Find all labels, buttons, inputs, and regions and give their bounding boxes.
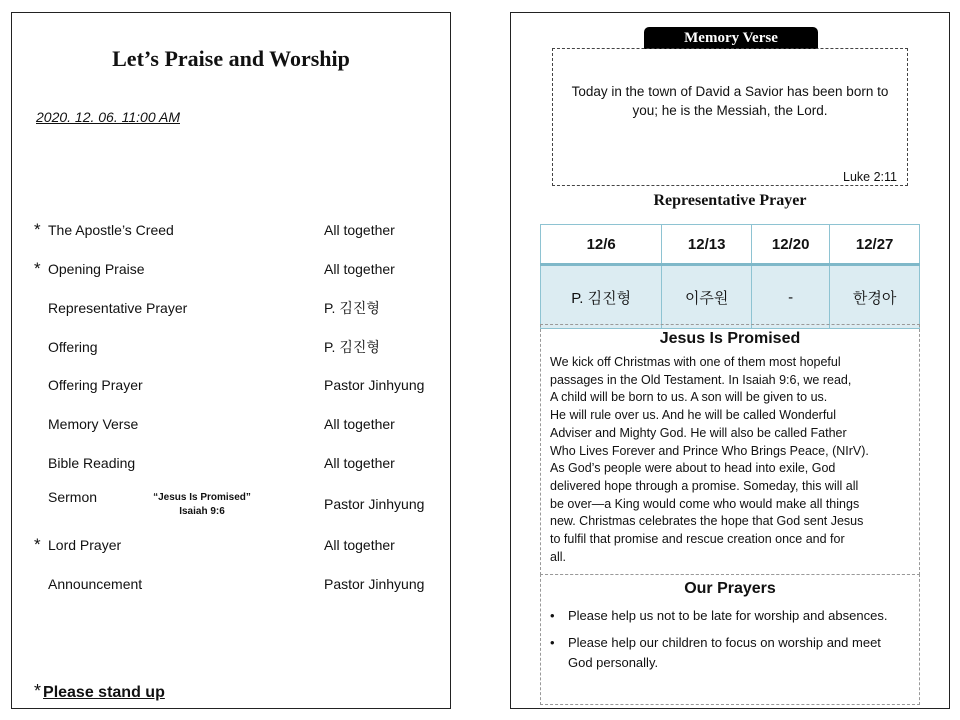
text-line: Adviser and Mighty God. He will also be called Father [550,425,847,440]
order-of-worship-panel [11,12,451,709]
section-title: Our Prayers [684,580,776,597]
list-item [541,633,919,673]
rep-prayer-title: Representative Prayer [653,192,807,209]
sermon-title [132,491,272,519]
order-item: Opening Praise [48,261,145,277]
service-date: 2020. 12. 06. 11:00 AM [36,109,180,125]
order-row [12,374,452,396]
order-item: Offering Prayer [48,377,143,393]
date-cell: 12/13 [662,225,752,265]
order-row [12,258,452,280]
table-row [541,265,920,329]
name-cell: 이주원 [662,265,752,329]
prayer-text: Please help our children to focus on worship and meet God personally. [568,635,881,670]
stand-marker: * [34,681,42,701]
text-line: He will rule over us. And he will be called Wonderful [550,408,837,423]
memory-verse-box [552,48,908,186]
stand-marker: * [34,535,41,554]
order-row [12,534,452,556]
date-cell: 12/6 [541,225,662,265]
our-prayers-section [540,574,920,705]
order-item: Memory Verse [48,416,139,432]
bullet-icon: • [550,608,555,623]
name-cell: 한경아 [830,265,920,329]
order-item: Sermon [48,489,98,505]
list-item [541,606,919,626]
rep-prayer-table [540,224,920,329]
date-cell: 12/27 [830,225,920,265]
memory-verse-text: Today in the town of David a Savior has been born to you; he is the Messiah, the Lord. [571,84,889,118]
info-panel [510,12,950,709]
bullet-icon: • [550,635,555,650]
order-leader: All together [324,261,395,277]
order-item: The Apostle’s Creed [48,222,174,238]
order-row [12,573,452,595]
section-title: Jesus Is Promised [659,330,801,347]
order-leader: Pastor Jinhyung [324,576,425,592]
date-cell: 12/20 [752,225,830,265]
stand-up-text: Please stand up [43,684,165,701]
text-line: be over—a King would come who would make all things [550,496,860,511]
order-row [12,297,452,319]
text-line: A child will be born to us. A son will be given to us. [550,390,828,405]
order-leader: Pastor Jinhyung [324,377,425,393]
order-leader: All together [324,455,395,471]
order-leader: All together [324,416,395,432]
order-item: Representative Prayer [48,300,188,316]
order-item: Announcement [48,576,143,592]
order-item: Bible Reading [48,455,136,471]
stand-marker: * [34,220,41,239]
sermon-scripture-ref: Isaiah 9:6 [179,506,225,517]
text-line: Who Lives Forever and Prince Who Brings Peace, (NIrV). [550,443,869,458]
stand-up-note [34,681,165,702]
text-line: We kick off Christmas with one of them most hopeful [550,355,841,369]
order-leader: P. 김진형 [324,339,380,355]
order-item: Lord Prayer [48,537,122,553]
order-row [12,336,452,358]
page-title: Let’s Praise and Worship [112,46,350,71]
text-line: all. [550,549,566,564]
sermon-title-text: “Jesus Is Promised” [153,492,251,503]
text-line: new. Christmas celebrates the hope that God sent Jesus [550,514,864,529]
order-row [12,413,452,435]
devotional-text [550,354,910,566]
prayer-text: Please help us not to be late for worship and absences. [568,608,888,623]
text-line: passages in the Old Testament. In Isaiah 9:6, we read, [550,372,852,387]
name-cell: - [752,265,830,329]
text-line: to fulfil that promise and rescue creation once and for [550,532,845,547]
memory-verse-reference: Luke 2:11 [843,170,897,184]
stand-marker: * [34,259,41,278]
order-leader: P. 김진형 [324,300,380,316]
jesus-promised-section [540,324,920,575]
order-row [12,452,452,474]
table-header-row [541,225,920,265]
order-leader: All together [324,537,395,553]
name-cell: P. 김진형 [541,265,662,329]
order-leader: All together [324,222,395,238]
order-leader: Pastor Jinhyung [324,496,425,512]
text-line: As God’s people were about to head into exile, God [550,461,836,476]
prayer-list [541,606,919,673]
order-item: Offering [48,339,98,355]
text-line: delivered hope through a promise. Someday, this will all [550,478,859,493]
order-row [12,219,452,241]
memory-verse-header: Memory Verse [644,27,818,49]
